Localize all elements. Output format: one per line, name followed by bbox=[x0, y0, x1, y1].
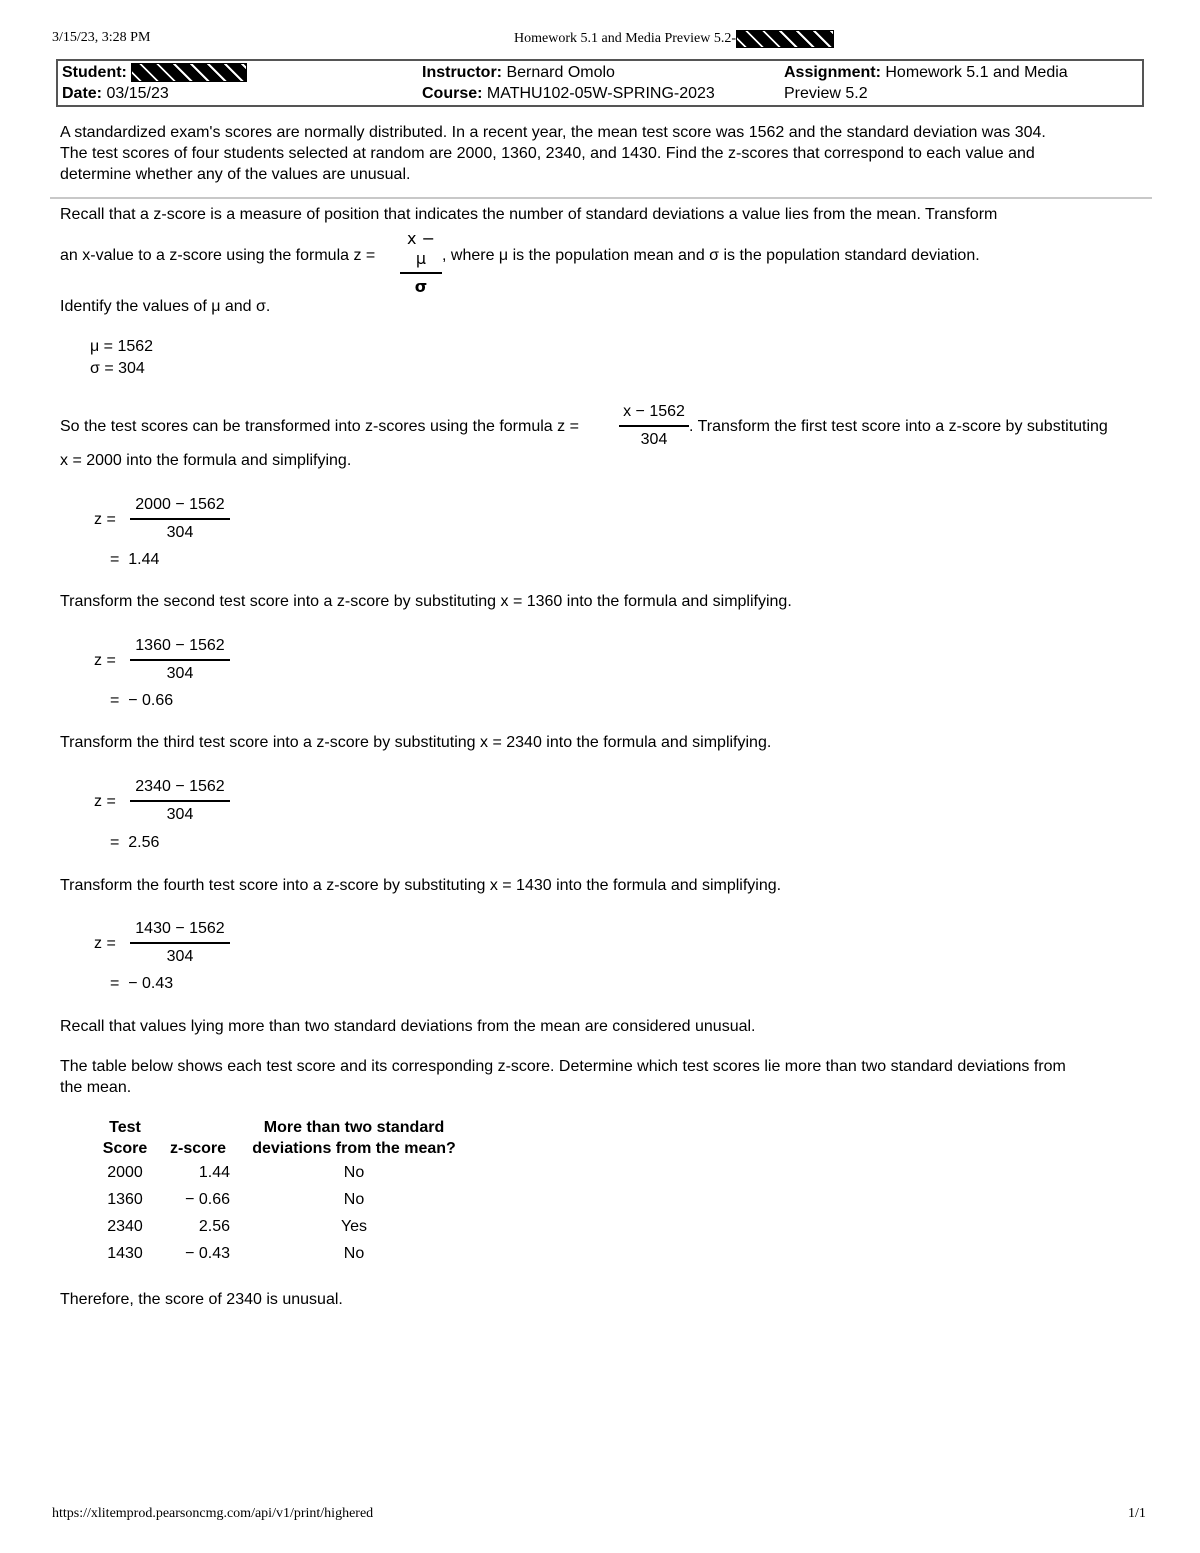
transform-first-text: . Transform the first test score into a z-score by substituting bbox=[689, 418, 1108, 435]
date-label: Date: bbox=[62, 85, 103, 102]
instructor-field bbox=[422, 62, 615, 83]
header-text: deviations from the mean? bbox=[252, 1140, 456, 1157]
problem-line: determine whether any of the values are unusual. bbox=[60, 166, 411, 183]
student-field bbox=[62, 62, 247, 83]
transform-denominator: 304 bbox=[640, 431, 668, 448]
calc-result-2000 bbox=[110, 551, 159, 569]
table-intro-line: The table below shows each test score and its corresponding z-score. Determine which test scores lie more than two standard deviations from bbox=[60, 1058, 1066, 1075]
recall-zscore-text: Recall that a z-score is a measure of position that indicates the number of standard deviations a value lies from the mean. Transform bbox=[60, 206, 998, 223]
transform-fourth-text: Transform the fourth test score into a z-score by substituting x = 1430 into the formula and simplifying. bbox=[60, 877, 782, 894]
calc-numerator: 1430 − 1562 bbox=[135, 920, 225, 937]
fraction-bar bbox=[130, 518, 230, 520]
print-datetime: 3/15/23, 3:28 PM bbox=[52, 30, 151, 45]
calc-result-1360 bbox=[110, 692, 173, 710]
problem-line: A standardized exam's scores are normally distributed. In a recent year, the mean test score was 1562 and the standard deviation was 304. bbox=[60, 124, 1046, 141]
calc-numerator: 1360 − 1562 bbox=[135, 637, 225, 654]
page-title-text: Homework 5.1 and Media Preview 5.2- bbox=[514, 31, 737, 47]
source-url-link[interactable]: https://xlitemprod.pearsoncmg.com/api/v1/print/highered bbox=[52, 1506, 374, 1521]
cell-more: No bbox=[343, 1190, 365, 1208]
z-result: 1.44 bbox=[128, 551, 160, 568]
cell-more: Yes bbox=[340, 1217, 368, 1235]
redacted-student-name bbox=[131, 63, 247, 82]
calc-numerator: 2340 − 1562 bbox=[135, 778, 225, 795]
z-result: − 0.66 bbox=[128, 692, 174, 709]
transform-numerator: x − 1562 bbox=[623, 403, 685, 420]
calc-denominator: 304 bbox=[166, 524, 194, 541]
calc-numerator: 2000 − 1562 bbox=[135, 496, 225, 513]
equals-sign: = bbox=[110, 551, 120, 568]
fraction-bar bbox=[130, 942, 230, 944]
cell-z: 1.44 bbox=[198, 1163, 230, 1181]
calc-denominator: 304 bbox=[166, 948, 194, 965]
calc-denominator: 304 bbox=[166, 665, 194, 682]
section-divider bbox=[50, 197, 1152, 199]
date-field bbox=[62, 83, 169, 104]
calc-result-1430 bbox=[110, 975, 173, 993]
header-text: Score bbox=[102, 1140, 148, 1157]
assignment-info-box bbox=[56, 59, 1144, 107]
table-row bbox=[90, 1240, 470, 1267]
assignment-field bbox=[784, 62, 1068, 83]
page-number: 1/1 bbox=[1128, 1506, 1146, 1521]
fraction-bar bbox=[619, 425, 689, 427]
equals-sign: = bbox=[110, 834, 120, 851]
cell-score: 1430 bbox=[107, 1244, 143, 1262]
z-equals: z = bbox=[94, 935, 116, 952]
transform-intro-text: So the test scores can be transformed into z-scores using the formula z = bbox=[60, 418, 579, 435]
formula-explanation: , where μ is the population mean and σ is the population standard deviation. bbox=[442, 247, 980, 264]
assignment-value-continued: Preview 5.2 bbox=[784, 85, 868, 102]
table-intro-line: the mean. bbox=[60, 1079, 132, 1096]
transform-formula-fraction bbox=[619, 402, 689, 450]
header-text: Test bbox=[109, 1119, 141, 1136]
problem-statement bbox=[60, 122, 1145, 185]
fraction-bar bbox=[400, 272, 442, 274]
z-equals: z = bbox=[94, 511, 116, 528]
page-title bbox=[514, 30, 834, 48]
date-value: 03/15/23 bbox=[106, 85, 169, 102]
calc-fraction-1360 bbox=[130, 636, 230, 684]
table-row bbox=[90, 1186, 470, 1213]
course-field bbox=[422, 83, 715, 104]
conclusion-text: Therefore, the score of 2340 is unusual. bbox=[60, 1291, 343, 1308]
calc-result-2340 bbox=[110, 834, 159, 852]
cell-z: − 0.66 bbox=[185, 1190, 230, 1208]
transform-first-text-continued: x = 2000 into the formula and simplifying. bbox=[60, 452, 352, 469]
student-label: Student: bbox=[62, 64, 127, 81]
table-header-row bbox=[90, 1117, 470, 1159]
col-header-more-than-two bbox=[238, 1117, 470, 1159]
mu-value: μ = 1562 bbox=[90, 338, 154, 355]
z-equals: z = bbox=[94, 793, 116, 810]
cell-score: 2000 bbox=[107, 1163, 143, 1181]
table-intro bbox=[60, 1056, 1145, 1098]
assignment-value: Homework 5.1 and Media bbox=[885, 64, 1068, 81]
calc-denominator: 304 bbox=[166, 806, 194, 823]
col-header-test-score bbox=[90, 1117, 160, 1159]
equals-sign: = bbox=[110, 975, 120, 992]
calc-fraction-2000 bbox=[130, 495, 230, 543]
z-result: − 0.43 bbox=[128, 975, 174, 992]
cell-more: No bbox=[343, 1163, 365, 1181]
fraction-bar bbox=[130, 800, 230, 802]
problem-line: The test scores of four students selected at random are 2000, 1360, 2340, and 1430. Find the z-scores that correspond to each value and bbox=[60, 145, 1035, 162]
cell-z: − 0.43 bbox=[185, 1244, 230, 1262]
transform-second-text: Transform the second test score into a z-score by substituting x = 1360 into the formula and simplifying. bbox=[60, 593, 792, 610]
cell-score: 1360 bbox=[107, 1190, 143, 1208]
table-row bbox=[90, 1213, 470, 1240]
formula-denominator: σ bbox=[414, 277, 428, 296]
course-label: Course: bbox=[422, 85, 483, 102]
transform-third-text: Transform the third test score into a z-score by substituting x = 2340 into the formula and simplifying. bbox=[60, 734, 772, 751]
z-result: 2.56 bbox=[128, 834, 160, 851]
zscore-formula-fraction bbox=[400, 229, 442, 297]
formula-numerator: x − μ bbox=[407, 229, 435, 268]
course-value: MATHU102-05W-SPRING-2023 bbox=[486, 85, 715, 102]
equals-sign: = bbox=[110, 692, 120, 709]
formula-intro-text: an x-value to a z-score using the formula z = bbox=[60, 247, 376, 264]
instructor-value: Bernard Omolo bbox=[506, 64, 615, 81]
calc-fraction-2340 bbox=[130, 777, 230, 825]
assignment-label: Assignment: bbox=[784, 64, 881, 81]
instructor-label: Instructor: bbox=[422, 64, 502, 81]
zscore-table bbox=[90, 1117, 470, 1267]
sigma-value: σ = 304 bbox=[90, 360, 145, 377]
cell-more: No bbox=[343, 1244, 365, 1262]
cell-score: 2340 bbox=[107, 1217, 143, 1235]
recall-unusual-text: Recall that values lying more than two standard deviations from the mean are considered unusual. bbox=[60, 1018, 756, 1035]
col-header-z-score: z-score bbox=[169, 1140, 227, 1157]
fraction-bar bbox=[130, 659, 230, 661]
redacted-name bbox=[736, 30, 834, 48]
cell-z: 2.56 bbox=[198, 1217, 230, 1235]
identify-text: Identify the values of μ and σ. bbox=[60, 298, 271, 315]
z-equals: z = bbox=[94, 652, 116, 669]
calc-fraction-1430 bbox=[130, 919, 230, 967]
table-row bbox=[90, 1159, 470, 1186]
header-text: More than two standard bbox=[263, 1119, 445, 1136]
